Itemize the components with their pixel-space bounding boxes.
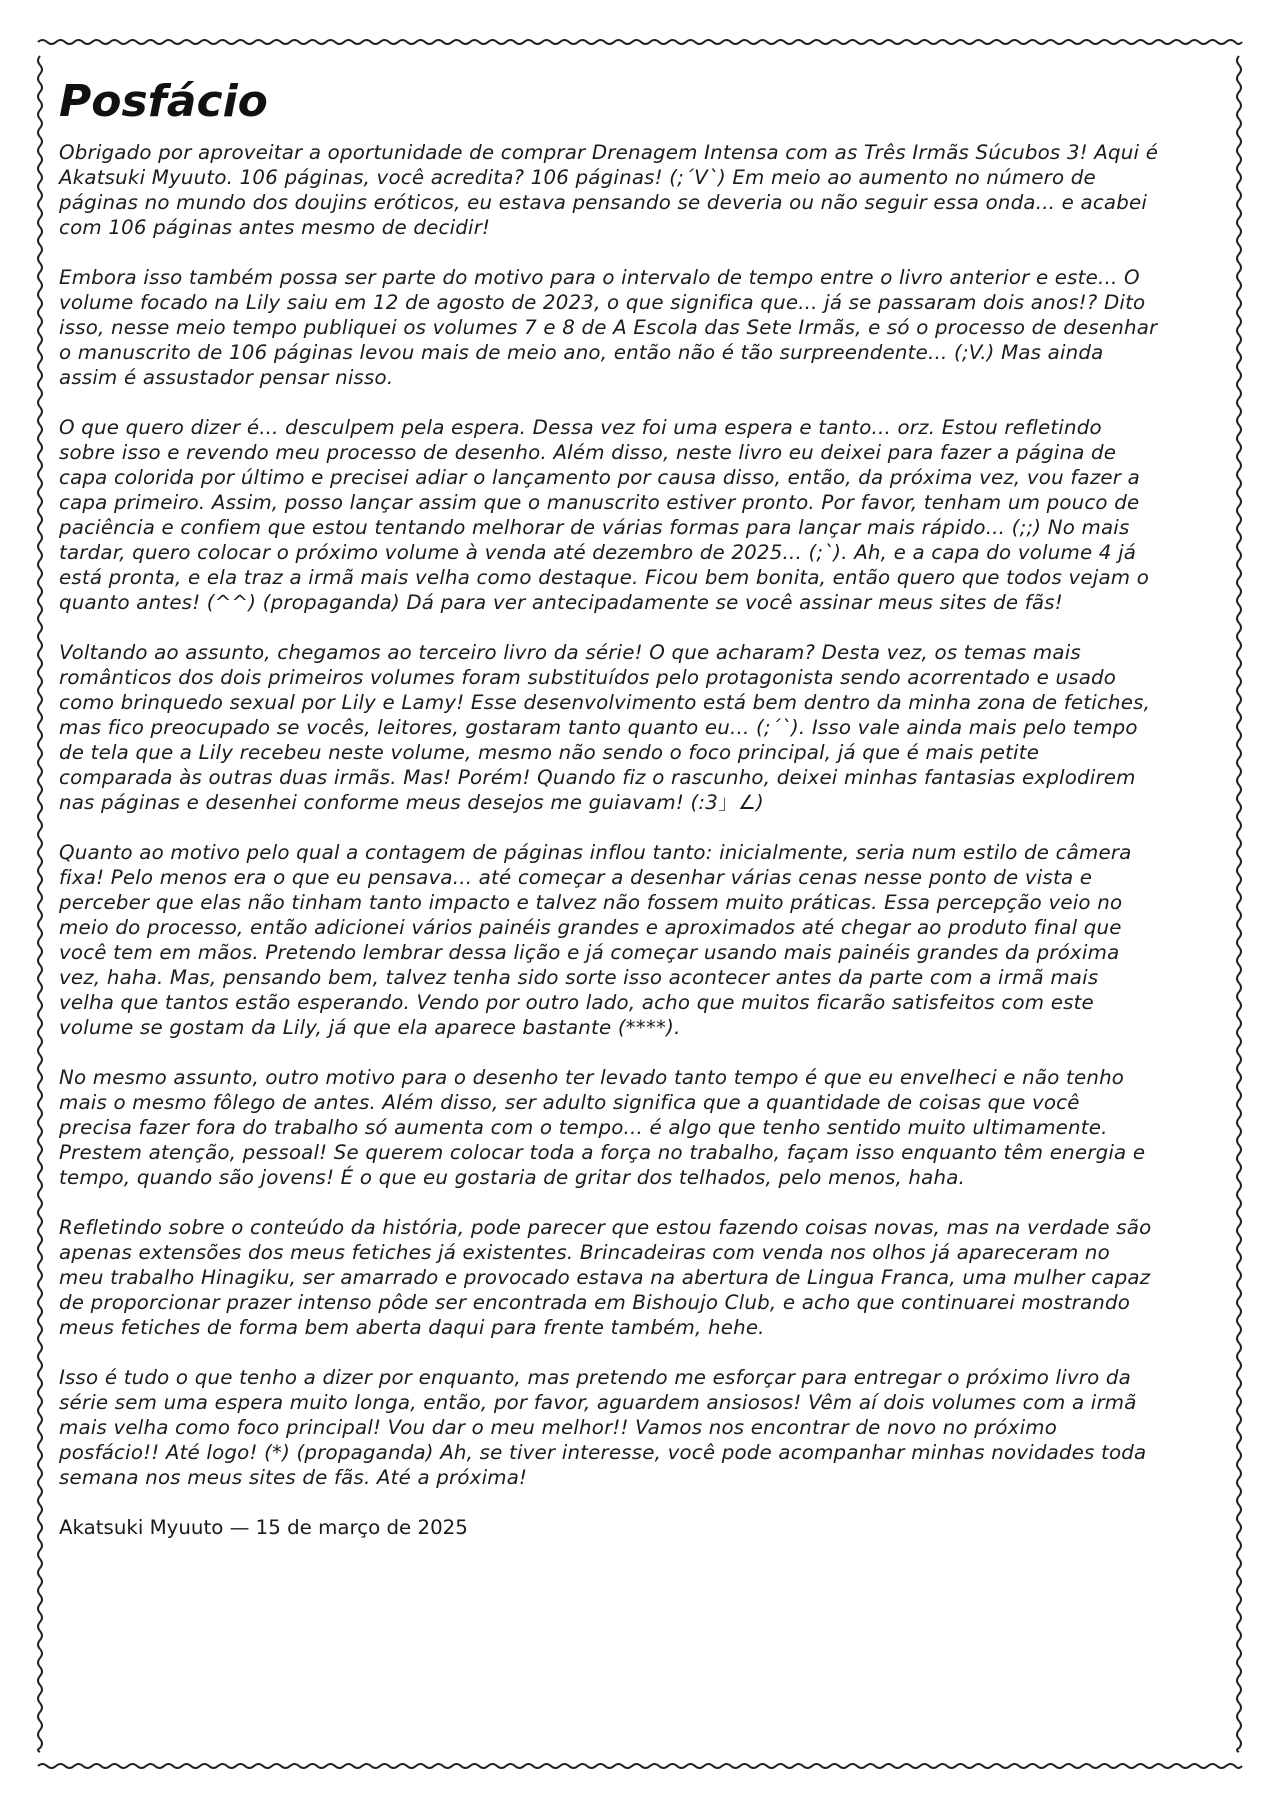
signature: Akatsuki Myuuto — 15 de março de 2025	[59, 1516, 468, 1540]
paragraph-6: No mesmo assunto, outro motivo para o desenho ter levado tanto tempo é que eu envelheci e não tenho mais o mesmo fôlego de antes. Além disso, ser adulto significa que a quantidade de coisas que você precisa fazer fora do trabalho só aumenta com o tempo... é algo que tenho sentido muito ultimamente. Prestem atenção, pessoal! Se querem colocar toda a força no trabalho, façam isso enquanto têm energia e tempo, quando são jovens! É o que eu gostaria de gritar dos telhados, pelo menos, haha.	[59, 1066, 1146, 1190]
paragraph-2: Embora isso também possa ser parte do motivo para o intervalo de tempo entre o livro anterior e este... O volume focado na Lily saiu em 12 de agosto de 2023, o que significa que... já se passaram dois anos!? Dito isso, nesse meio tempo publiquei os volumes 7 e 8 de A Escola das Sete Irmãs, e só o processo de desenhar o manuscrito de 106 páginas levou mais de meio ano, então não é tão surpreendente... (;V.) Mas ainda assim é assustador pensar nisso.	[59, 266, 1158, 390]
page-title: Posfácio	[59, 76, 268, 127]
paragraph-7: Refletindo sobre o conteúdo da história, pode parecer que estou fazendo coisas novas, mas na verdade são apenas extensões dos meus fetiches já existentes. Brincadeiras com venda nos olhos já apareceram no meu trabalho Hinagiku, ser amarrado e provocado estava na abertura de Lingua Franca, uma mulher capaz de proporcionar prazer intenso pôde ser encontrada em Bishoujo Club, e acho que continuarei mostrando meus fetiches de forma bem aberta daqui para frente também, hehe.	[59, 1216, 1152, 1340]
paragraph-1: Obrigado por aproveitar a oportunidade de comprar Drenagem Intensa com as Três Irmãs Súcubos 3! Aqui é Akatsuki Myuuto. 106 páginas, você acredita? 106 páginas! (;´V`) Em meio ao aumento no número de páginas no mundo dos doujins eróticos, eu estava pensando se deveria ou não seguir essa onda... e acabei com 106 páginas antes mesmo de decidir!	[59, 141, 1159, 240]
wavy-border-right	[1237, 56, 1241, 1752]
afterword-content	[59, 78, 1159, 1540]
wavy-border-left	[38, 56, 42, 1752]
wavy-border-top	[38, 40, 1242, 44]
paragraph-4: Voltando ao assunto, chegamos ao terceiro livro da série! O que acharam? Desta vez, os temas mais românticos dos dois primeiros volumes foram substituídos pelo protagonista sendo acorrentado e usado como brinquedo sexual por Lily e Lamy! Esse desenvolvimento está bem dentro da minha zona de fetiches, mas fico preocupado se vocês, leitores, gostaram tanto quanto eu... (;´`). Isso vale ainda mais pelo tempo de tela que a Lily recebeu neste volume, mesmo não sendo o foco principal, já que é mais petite comparada às outras duas irmãs. Mas! Porém! Quando fiz o rascunho, deixei minhas fantasias explodirem nas páginas e desenhei conforme meus desejos me guiavam! (:3」∠)	[59, 641, 1151, 815]
paragraph-5: Quanto ao motivo pelo qual a contagem de páginas inflou tanto: inicialmente, seria num estilo de câmera fixa! Pelo menos era o que eu pensava... até começar a desenhar várias cenas nesse ponto de vista e perceber que elas não tinham tanto impacto e talvez não fossem muito práticas. Essa percepção veio no meio do processo, então adicionei vários painéis grandes e aproximados até chegar ao produto final que você tem em mãos. Pretendo lembrar dessa lição e já começar usando mais painéis grandes da próxima vez, haha. Mas, pensando bem, talvez tenha sido sorte isso acontecer antes da parte com a irmã mais velha que tantos estão esperando. Vendo por outro lado, acho que muitos ficarão satisfeitos com este volume se gostam da Lily, já que ela aparece bastante (****).	[59, 841, 1132, 1040]
paragraph-3: O que quero dizer é... desculpem pela espera. Dessa vez foi uma espera e tanto... orz. Estou refletindo sobre isso e revendo meu processo de desenho. Além disso, neste livro eu deixei para fazer a página de capa colorida por último e precisei adiar o lançamento por causa disso, então, da próxima vez, vou fazer a capa primeiro. Assim, posso lançar assim que o manuscrito estiver pronto. Por favor, tenham um pouco de paciência e confiem que estou tentando melhorar de várias formas para lançar mais rápido... (;;) No mais tardar, quero colocar o próximo volume à venda até dezembro de 2025... (;`). Ah, e a capa do volume 4 já está pronta, e ela traz a irmã mais velha como destaque. Ficou bem bonita, então quero que todos vejam o quanto antes! (^^) (propaganda) Dá para ver antecipadamente se você assinar meus sites de fãs!	[59, 416, 1150, 615]
paragraph-8: Isso é tudo o que tenho a dizer por enquanto, mas pretendo me esforçar para entregar o próximo livro da série sem uma espera muito longa, então, por favor, aguardem ansiosos! Vêm aí dois volumes com a irmã mais velha como foco principal! Vou dar o meu melhor!! Vamos nos encontrar de novo no próximo posfácio!! Até logo! (*) (propaganda) Ah, se tiver interesse, você pode acompanhar minhas novidades toda semana nos meus sites de fãs. Até a próxima!	[59, 1366, 1147, 1490]
wavy-border-bottom	[38, 1764, 1242, 1768]
